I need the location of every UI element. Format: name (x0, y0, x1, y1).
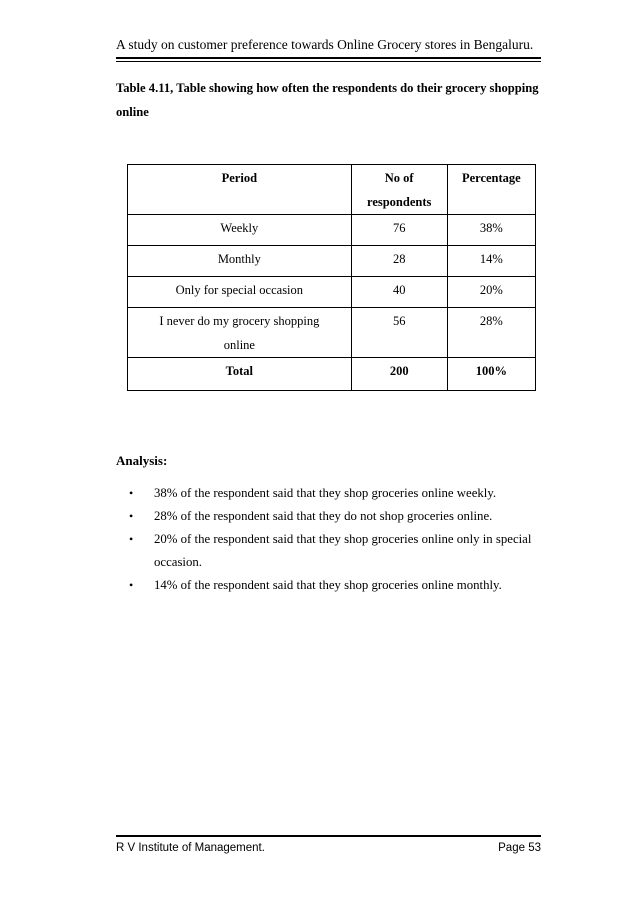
table-row (128, 277, 536, 308)
header-no-of-respondents (351, 165, 447, 215)
cell-total-percent: 100% (447, 358, 535, 391)
cell-count: 28 (351, 246, 447, 277)
analysis-text: 14% of the respondent said that they shop groceries online monthly. (154, 578, 502, 592)
footer-page-number: Page 53 (498, 842, 541, 854)
bullet-icon: • (129, 532, 134, 546)
table-row (128, 215, 536, 246)
cell-percent: 38% (447, 215, 535, 246)
respondent-frequency-table (127, 164, 536, 391)
running-header: A study on customer preference towards Online Grocery stores in Bengaluru. (116, 37, 534, 52)
header-no-of-line2: respondents (367, 195, 432, 209)
list-item (116, 528, 546, 574)
analysis-text: 28% of the respondent said that they do not shop groceries online. (154, 509, 493, 523)
cell-percent: 14% (447, 246, 535, 277)
list-item (116, 505, 546, 528)
table-header-row (128, 165, 536, 215)
list-item (116, 574, 546, 597)
analysis-text: 20% of the respondent said that they shop groceries online only in special occasion. (154, 532, 532, 569)
table-row (128, 246, 536, 277)
table-caption: Table 4.11, Table showing how often the respondents do their grocery shopping online (116, 81, 539, 119)
analysis-heading: Analysis: (116, 453, 168, 468)
list-item (116, 482, 546, 505)
cell-count: 76 (351, 215, 447, 246)
bullet-icon: • (129, 578, 134, 592)
cell-period: Monthly (128, 246, 352, 277)
header-percentage: Percentage (447, 165, 535, 215)
cell-period-line1: I never do my grocery shopping (159, 314, 320, 328)
cell-period (128, 308, 352, 358)
cell-count: 40 (351, 277, 447, 308)
header-rule-thin (116, 61, 541, 62)
footer-institute: R V Institute of Management. (116, 842, 265, 854)
analysis-list (116, 482, 546, 597)
table-row (128, 308, 536, 358)
cell-period: Weekly (128, 215, 352, 246)
footer-rule (116, 835, 541, 837)
cell-percent: 28% (447, 308, 535, 358)
cell-percent: 20% (447, 277, 535, 308)
cell-period-line2: online (223, 338, 255, 352)
table-total-row (128, 358, 536, 391)
bullet-icon: • (129, 509, 134, 523)
analysis-text: 38% of the respondent said that they shop groceries online weekly. (154, 486, 497, 500)
header-no-of-line1: No of (384, 171, 414, 185)
cell-count: 56 (351, 308, 447, 358)
cell-period: Only for special occasion (128, 277, 352, 308)
header-period: Period (128, 165, 352, 215)
cell-total-label: Total (128, 358, 352, 391)
cell-total-count: 200 (351, 358, 447, 391)
bullet-icon: • (129, 486, 134, 500)
header-rule-thick (116, 57, 541, 59)
